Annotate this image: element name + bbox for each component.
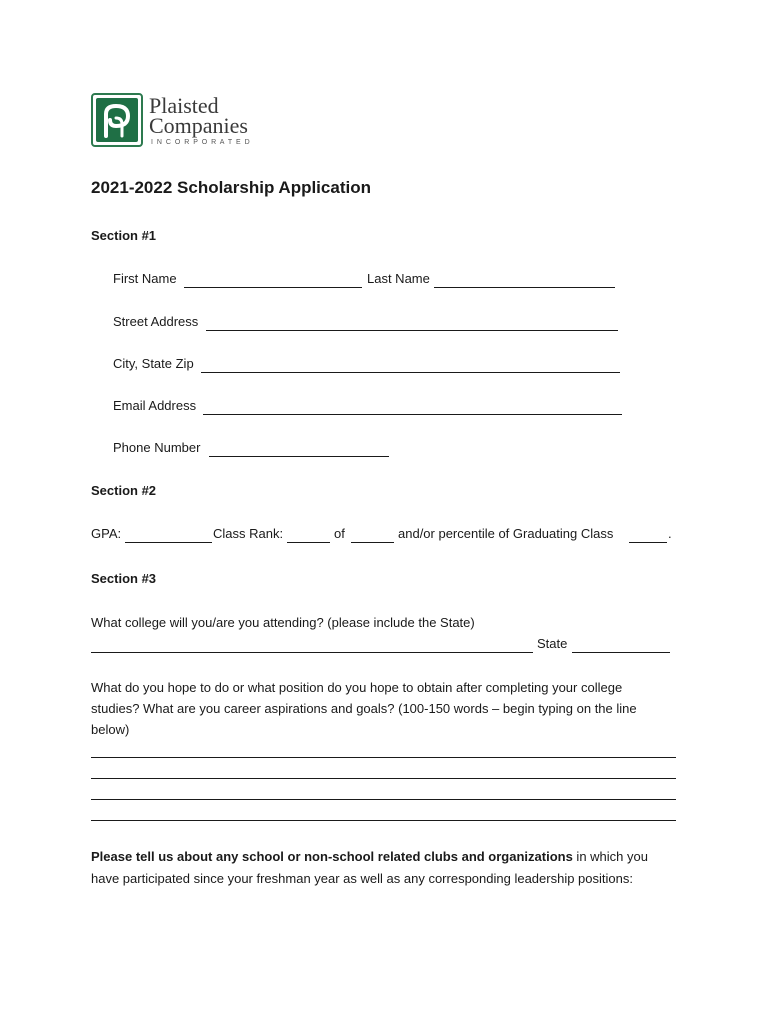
- college-field[interactable]: [91, 636, 533, 653]
- city-state-zip-field[interactable]: [201, 356, 620, 373]
- section-2-heading: Section #2: [91, 483, 157, 498]
- clubs-question-bold: Please tell us about any school or non-school related clubs and organizations: [91, 849, 573, 864]
- phone-number-field[interactable]: [209, 440, 389, 457]
- company-logo: [91, 93, 143, 147]
- logo-name-line2: Companies: [149, 113, 248, 138]
- phone-number-label: Phone Number: [113, 440, 201, 455]
- aspirations-answer-line-2[interactable]: [91, 762, 676, 779]
- aspirations-answer-line-4[interactable]: [91, 804, 676, 821]
- gpa-field[interactable]: [125, 526, 212, 543]
- logo-mark-icon: [96, 98, 138, 142]
- section-3-heading: Section #3: [91, 571, 157, 586]
- aspirations-question-line2: studies? What are you career aspirations and goals? (100-150 words – begin typing on the line: [91, 701, 637, 716]
- section-1-heading: Section #1: [91, 228, 157, 243]
- last-name-field[interactable]: [434, 271, 615, 288]
- page-title: 2021-2022 Scholarship Application: [91, 178, 371, 197]
- first-name-field[interactable]: [184, 271, 362, 288]
- clubs-question-line2: have participated since your freshman year as well as any corresponding leadership positions:: [91, 871, 633, 886]
- city-state-zip-label: City, State Zip: [113, 356, 194, 371]
- percentile-period: .: [668, 526, 672, 541]
- state-label: State: [537, 636, 568, 651]
- clubs-question-line1: [91, 849, 648, 864]
- logo-name-line3: I N C O R P O R A T E D: [151, 139, 251, 146]
- class-size-field[interactable]: [351, 526, 394, 543]
- logo-name-line1: Plaisted: [149, 93, 219, 118]
- street-address-label: Street Address: [113, 314, 199, 329]
- aspirations-question-line1: What do you hope to do or what position do you hope to obtain after completing your college: [91, 680, 623, 695]
- clubs-question-rest: in which you: [572, 849, 648, 864]
- percentile-label: and/or percentile of Graduating Class: [398, 526, 614, 541]
- aspirations-answer-line-3[interactable]: [91, 783, 676, 800]
- email-address-field[interactable]: [203, 398, 622, 415]
- college-state-field[interactable]: [572, 636, 670, 653]
- first-name-label: First Name: [113, 271, 177, 286]
- aspirations-answer-line-1[interactable]: [91, 741, 676, 758]
- street-address-field[interactable]: [206, 314, 618, 331]
- of-label: of: [334, 526, 345, 541]
- aspirations-question-line3: below): [91, 722, 130, 737]
- email-address-label: Email Address: [113, 398, 197, 413]
- college-question: What college will you/are you attending? (please include the State): [91, 615, 475, 630]
- class-rank-label: Class Rank:: [213, 526, 284, 541]
- gpa-label: GPA:: [91, 526, 122, 541]
- last-name-label: Last Name: [367, 271, 430, 286]
- percentile-field[interactable]: [629, 526, 667, 543]
- class-rank-field[interactable]: [287, 526, 330, 543]
